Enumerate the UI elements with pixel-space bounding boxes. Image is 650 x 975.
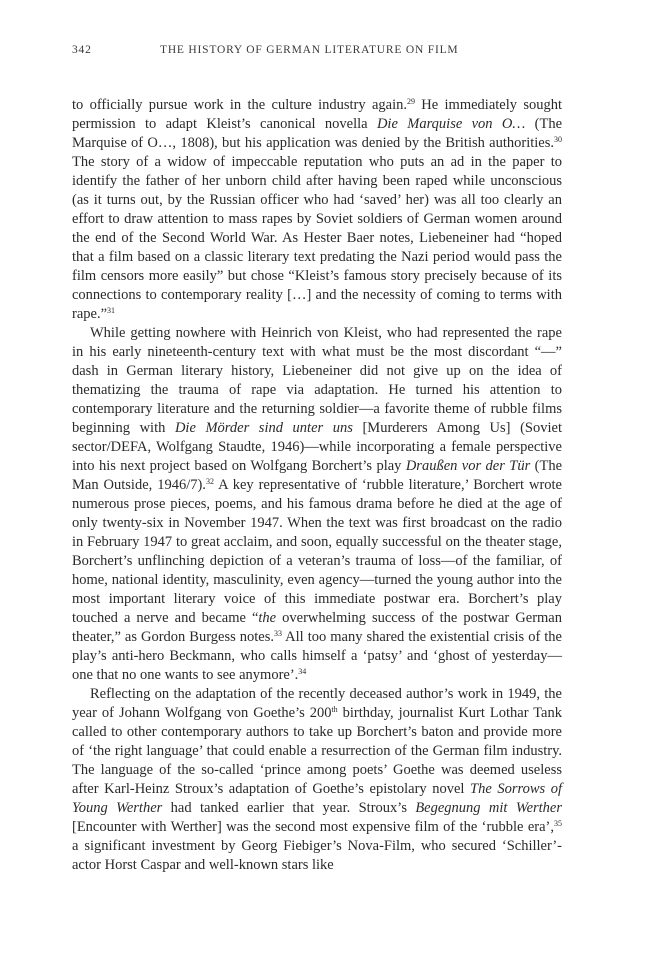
footnote-marker: 32 <box>205 477 214 486</box>
footnote-marker: 30 <box>554 135 562 144</box>
paragraph <box>72 96 562 324</box>
text-run: overwhelming success of the postwar German theater,” as Gordon Burgess notes. <box>72 610 562 645</box>
italic-title: Draußen vor der Tür <box>405 458 531 474</box>
italic-title: Die Mörder sind unter uns <box>174 420 353 436</box>
text-run: birthday, journalist Kurt Lothar Tank called to other contemporary authors to take up Borchert’s baton and provide more of ‘the right language’ that could enable a resurrection of the German film industry. The language of the so-called ‘prince among poets’ Goethe was deemed useless after Karl-Heinz Stroux’s adaptation of Goethe’s epistolary novel <box>72 705 562 797</box>
footnote-marker: 33 <box>273 629 282 638</box>
italic-title: the <box>258 610 277 626</box>
italic-title: Begegnung mit Werther <box>415 800 563 816</box>
text-run: The story of a widow of impeccable reputation who puts an ad in the paper to identify the father of her unborn child after having been raped while unconscious (as it turns out, by the Russian officer who had ‘saved’ her) was all too clearly an effort to draw attention to mass rapes by Soviet soldiers of German women around the end of the Second World War. As Hester Baer notes, Liebeneiner had “hoped that a film based on a classic literary text predating the Nazi period would pass the film censors more easily” but chose “Kleist’s famous story precisely because of its connections to contemporary reality […] and the necessity of coming to terms with rape.” <box>72 154 562 322</box>
footnote-marker: 35 <box>554 819 562 828</box>
text-run: A key representative of ‘rubble literature,’ Borchert wrote numerous prose pieces, poems, and his famous drama before he died at the age of only twenty-six in November 1947. When the text was first broadcast on the radio in February 1947 to great acclaim, and soon, equally successful on the theater stage, Borchert’s unflinching depiction of a veteran’s trauma of loss—of the familiar, of home, national identity, masculinity, even agency—turned the young author into the most important literary voice of this immediate postwar era. Borchert’s play touched a nerve and became “ <box>72 477 562 626</box>
body-text <box>72 96 562 875</box>
text-run: to officially pursue work in the culture industry again. <box>72 97 407 113</box>
paragraph <box>72 324 562 685</box>
text-run: Reflecting on the adaptation of the recently deceased author’s work in 1949, the year of Johann Wolfgang von Goethe’s 200 <box>72 686 562 721</box>
paragraph <box>72 685 562 875</box>
text-run: (The Man Outside, 1946/7). <box>72 458 562 493</box>
italic-title: Die Marquise von O… <box>376 116 526 132</box>
text-run: [Encounter with Werther] was the second most expensive film of the ‘rubble era’, <box>72 819 554 835</box>
footnote-marker: 31 <box>107 306 116 315</box>
running-header-title: THE HISTORY OF GERMAN LITERATURE ON FILM <box>160 44 459 56</box>
text-run: had tanked earlier that year. Stroux’s <box>162 800 416 816</box>
text-run: He immediately sought permission to adapt Kleist’s canonical novella <box>72 97 563 132</box>
footnote-marker: th <box>331 705 338 714</box>
footnote-marker: 29 <box>406 97 415 106</box>
text-run: (The Marquise of O…, 1808), but his application was denied by the British authorities. <box>72 116 563 151</box>
page-number: 342 <box>72 44 92 56</box>
text-run: While getting nowhere with Heinrich von Kleist, who had represented the rape in his early nineteenth-century text with what must be the most discordant “—” dash in German literary history, Liebeneiner did not give up on the idea of thematizing the trauma of rape via adaptation. He turned his attention to contemporary literature and the returning soldier—a favorite theme of rubble films beginning with <box>72 325 562 436</box>
text-run: a significant investment by Georg Fiebiger’s Nova-Film, who secured ‘Schiller’-actor Horst Caspar and well-known stars like <box>72 838 562 873</box>
footnote-marker: 34 <box>298 667 307 676</box>
running-header <box>72 44 562 60</box>
italic-title: The Sorrows of Young Werther <box>72 781 562 816</box>
text-run: All too many shared the existential crisis of the play’s anti-hero Beckmann, who calls himself a ‘patsy’ and ‘ghost of yesterday—one that no one wants to see anymore’. <box>72 629 562 683</box>
text-run: [Murderers Among Us] (Soviet sector/DEFA, Wolfgang Staudte, 1946)—while incorporating a female perspective into his next project based on Wolfgang Borchert’s play <box>72 420 562 474</box>
